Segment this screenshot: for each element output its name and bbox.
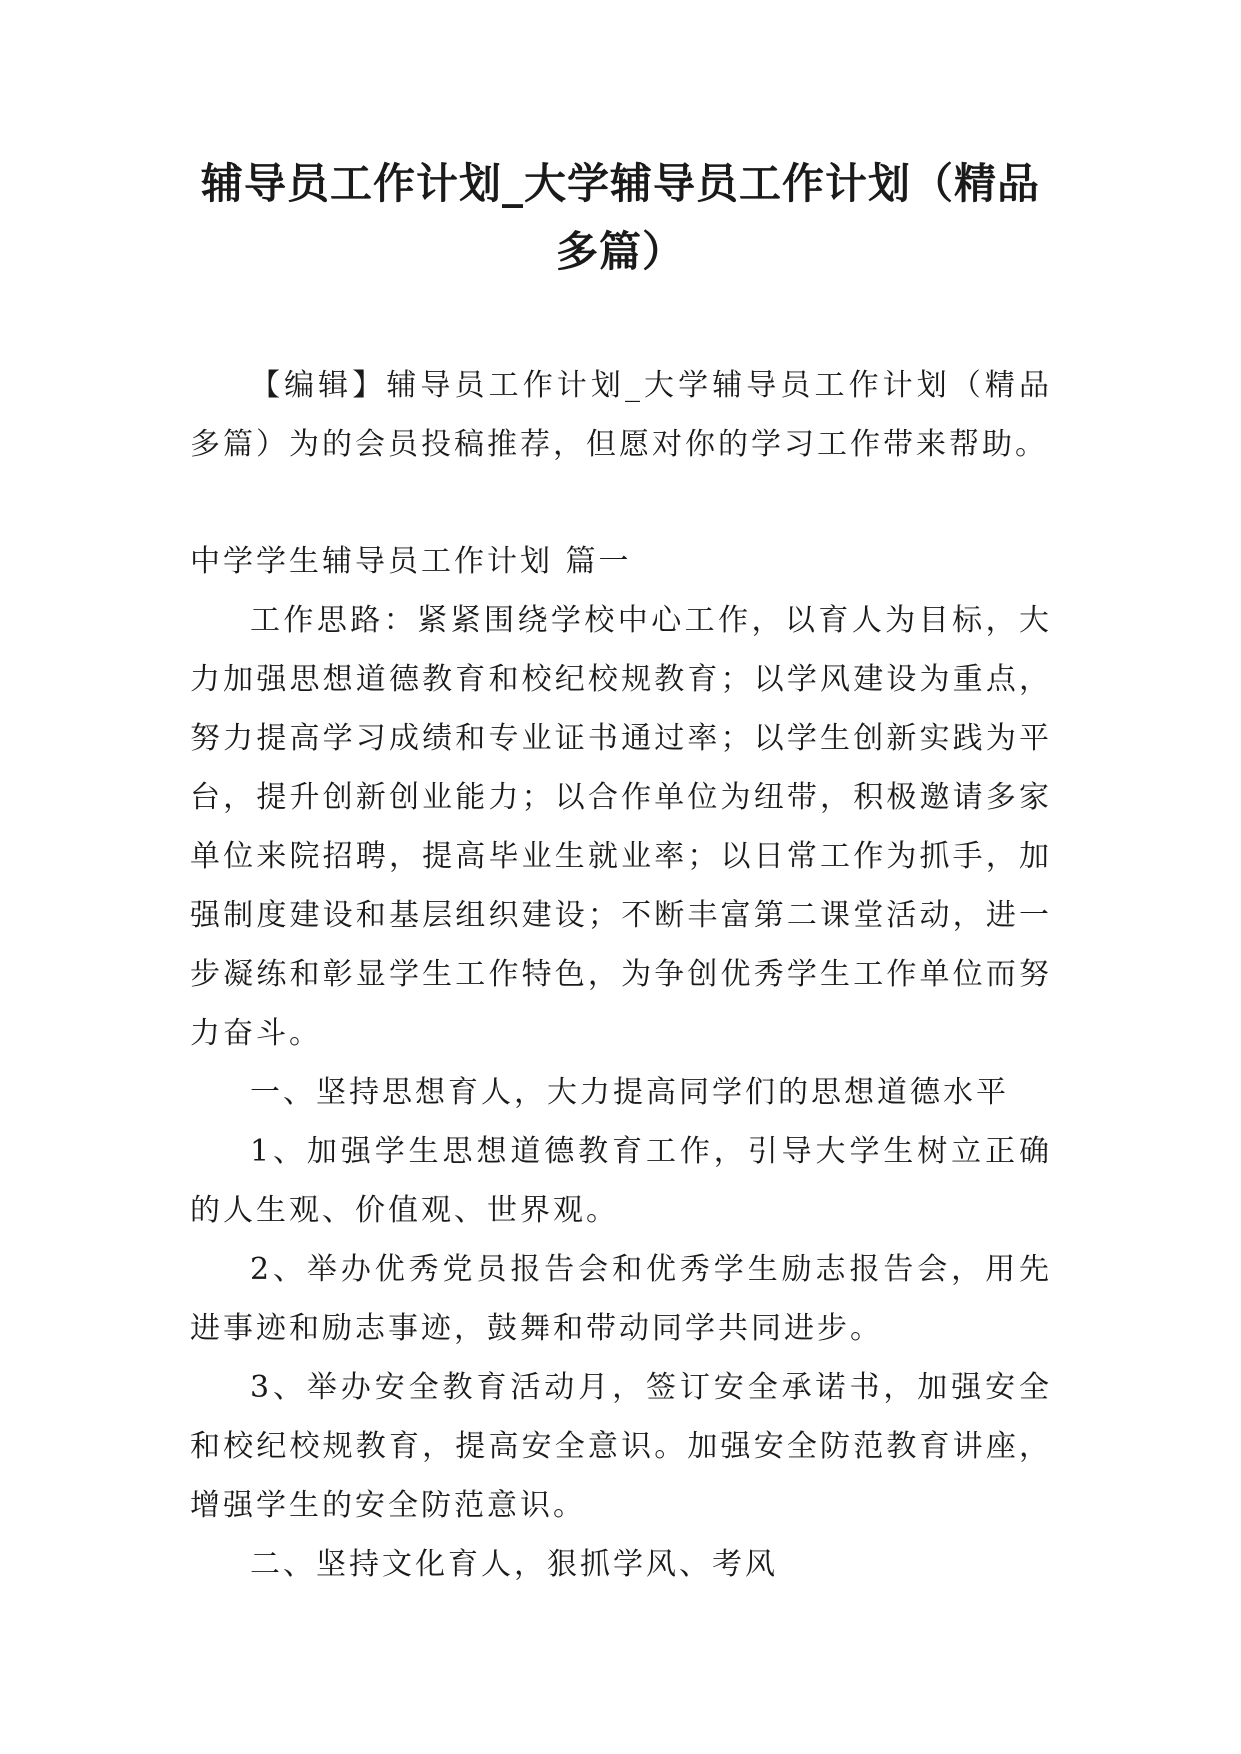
paragraph-section-two: 二、坚持文化育人，狠抓学风、考风 <box>250 1547 778 1582</box>
intro-paragraph: 【编辑】辅导员工作计划_大学辅导员工作计划（精品多篇）为的会员投稿推荐，但愿对你的学习工作带来帮助。 <box>190 368 1052 462</box>
spacer <box>190 474 1052 532</box>
document-body <box>190 356 1052 1594</box>
document-title: 辅导员工作计划_大学辅导员工作计划（精品多篇） <box>200 159 1040 276</box>
paragraph-work-ideas: 工作思路：紧紧围绕学校中心工作，以育人为目标，大力加强思想道德教育和校纪校规教育；以学风建设为重点，努力提高学习成绩和专业证书通过率；以学生创新实践为平台，提升创新创业能力；以合作单位为纽带，积极邀请多家单位来院招聘，提高毕业生就业率；以日常工作为抓手，加强制度建设和基层组织建设；不断丰富第二课堂活动，进一步凝练和彰显学生工作特色，为争创优秀学生工作单位而努力奋斗。 <box>190 603 1052 1051</box>
paragraph-item-3: 3、举办安全教育活动月，签订安全承诺书，加强安全和校纪校规教育，提高安全意识。加强安全防范教育讲座，增强学生的安全防范意识。 <box>190 1370 1052 1523</box>
section-heading: 中学学生辅导员工作计划 篇一 <box>190 544 632 579</box>
paragraph-section-one: 一、坚持思想育人，大力提高同学们的思想道德水平 <box>250 1075 1009 1110</box>
paragraph-item-2: 2、举办优秀党员报告会和优秀学生励志报告会，用先进事迹和励志事迹，鼓舞和带动同学共同进步。 <box>190 1252 1052 1346</box>
paragraph-item-1: 1、加强学生思想道德教育工作，引导大学生树立正确的人生观、价值观、世界观。 <box>190 1134 1052 1228</box>
